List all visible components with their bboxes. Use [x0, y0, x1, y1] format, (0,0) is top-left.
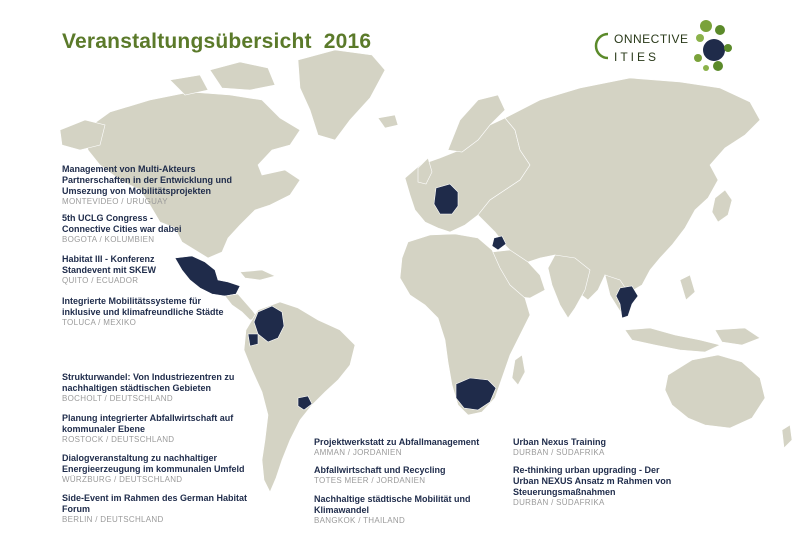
logo-circle-4 [703, 39, 725, 61]
title-year: 2016 [323, 30, 372, 53]
event-title: Dialogveranstaltung zu nachhaltiger Energieerzeugung im kommunalen Umfeld [62, 453, 245, 474]
event-toluca [62, 296, 282, 328]
arctic-islands [210, 62, 275, 90]
connective-cities-logo [588, 12, 744, 76]
philippines [680, 275, 695, 300]
event-bangkok [314, 494, 534, 526]
event-rostock [62, 413, 282, 445]
logo-c-letter [596, 34, 608, 58]
event-title: Planung integrierter Abfallwirtschaft auf kommunaler Ebene [62, 413, 234, 434]
title-text: Veranstaltungsübersicht [62, 30, 312, 53]
new-guinea [715, 328, 760, 345]
event-title: Habitat III - Konferenz Standevent mit SKEW [62, 254, 157, 275]
logo-circle-6 [694, 54, 702, 62]
new-zealand [782, 425, 792, 448]
event-title: Nachhaltige städtische Mobilität und Klimawandel [314, 494, 471, 515]
event-durban-upgrading [513, 465, 733, 508]
germany [434, 184, 458, 214]
indonesia [625, 328, 720, 352]
event-bogota [62, 213, 282, 245]
event-location: ROSTOCK / DEUTSCHLAND [62, 435, 175, 444]
event-location: BERLIN / DEUTSCHLAND [62, 515, 164, 524]
event-title: Integrierte Mobilitätssysteme für inklusive und klimafreundliche Städte [62, 296, 224, 317]
event-title: 5th UCLG Congress - Connective Cities war dabei [62, 213, 182, 234]
madagascar [512, 355, 525, 385]
event-title: Management von Multi-Akteurs Partnerschaften in der Entwicklung und Umsezung von Mobilitätsprojekten [62, 164, 233, 196]
thailand [616, 286, 638, 318]
iceland [378, 115, 398, 128]
event-title: Re-thinking urban upgrading - Der Urban NEXUS Ansatz m Rahmen von Steuerungsmaßnahmen [513, 465, 672, 497]
logo-circle-8 [703, 65, 709, 71]
event-title: Urban Nexus Training [513, 437, 607, 447]
south-africa [456, 378, 496, 410]
event-location: TOLUCA / MEXIKO [62, 318, 137, 327]
event-wuerzburg [62, 453, 282, 485]
event-location: BOGOTA / KOLUMBIEN [62, 235, 155, 244]
event-location: DURBAN / SÜDAFRIKA [513, 448, 605, 457]
logo-circle-3 [696, 34, 704, 42]
event-title: Strukturwandel: Von Industriezentren zu nachhaltigen städtischen Gebieten [62, 372, 235, 393]
event-title: Side-Event im Rahmen des German Habitat Forum [62, 493, 248, 514]
event-quito [62, 254, 282, 286]
event-location: BANGKOK / THAILAND [314, 516, 406, 525]
event-location: BOCHOLT / DEUTSCHLAND [62, 394, 173, 403]
event-location: DURBAN / SÜDAFRIKA [513, 498, 605, 507]
event-location: TOTES MEER / JORDANIEN [314, 476, 426, 485]
event-location: WÜRZBURG / DEUTSCHLAND [62, 475, 183, 484]
ecuador [248, 334, 258, 346]
logo-circle-1 [700, 20, 712, 32]
japan [712, 190, 732, 222]
logo-text-line1: ONNECTIVE [614, 32, 689, 46]
event-amman [314, 437, 534, 458]
event-title: Projektwerkstatt zu Abfallmanagement [314, 437, 480, 447]
logo-circle-2 [715, 25, 725, 35]
event-durban-nexus [513, 437, 733, 458]
event-montevideo [62, 164, 282, 207]
event-location: MONTEVIDEO / URUGUAY [62, 197, 168, 206]
logo-circle-7 [713, 61, 723, 71]
logo-text-line2: ITIES [614, 50, 660, 64]
greenland [298, 50, 385, 140]
event-bocholt [62, 372, 282, 404]
event-location: AMMAN / JORDANIEN [314, 448, 402, 457]
logo-circle-5 [724, 44, 732, 52]
event-berlin [62, 493, 282, 525]
australia [665, 355, 765, 428]
page-title [62, 30, 371, 54]
arctic-islands-2 [170, 75, 208, 95]
event-location: QUITO / ECUADOR [62, 276, 139, 285]
event-totes-meer [314, 465, 534, 486]
alaska [60, 120, 105, 150]
event-title: Abfallwirtschaft und Recycling [314, 465, 446, 475]
